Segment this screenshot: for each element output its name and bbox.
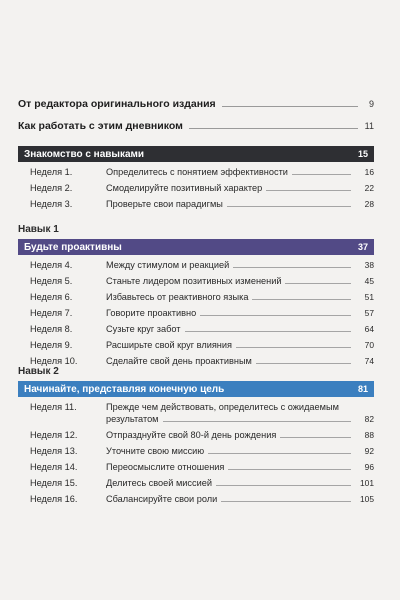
skill-label: Навык 2 — [18, 366, 59, 377]
toc-row[interactable] — [18, 445, 374, 457]
page-number: 45 — [364, 276, 374, 286]
toc-row[interactable] — [18, 307, 374, 319]
section-header-bar[interactable] — [18, 239, 374, 255]
toc-row[interactable] — [18, 259, 374, 271]
week-label: Неделя 11. — [30, 402, 77, 412]
week-title: Прежде чем действовать, определитесь с ожидаемым — [106, 402, 339, 412]
week-title: Сузьте круг забот — [106, 324, 181, 334]
week-title: Проверьте свои парадигмы — [106, 199, 223, 209]
dot-leader — [227, 206, 351, 207]
toc-row[interactable] — [18, 182, 374, 194]
toc-row[interactable] — [18, 166, 374, 178]
week-label: Неделя 14. — [30, 462, 78, 472]
week-title: Сделайте свой день проактивным — [106, 356, 252, 366]
page-number: 51 — [364, 292, 374, 302]
dot-leader — [256, 363, 351, 364]
dot-leader — [185, 331, 352, 332]
page-number: 38 — [364, 260, 374, 270]
toc-entry-editor-note[interactable] — [18, 98, 374, 120]
toc-entry-title: Как работать с этим дневником — [18, 120, 183, 132]
week-label: Неделя 16. — [30, 494, 78, 504]
dot-leader — [252, 299, 351, 300]
toc-row[interactable] — [18, 493, 374, 505]
week-title: Уточните свою миссию — [106, 446, 205, 456]
week-label: Неделя 4. — [30, 260, 73, 270]
section-skill-1 — [18, 224, 374, 367]
dot-leader — [236, 347, 351, 348]
section-title: Знакомство с навыками — [24, 148, 145, 160]
page-number: 82 — [364, 414, 374, 424]
week-label: Неделя 15. — [30, 478, 78, 488]
page-number: 57 — [364, 308, 374, 318]
dot-leader — [208, 453, 351, 454]
week-title: Делитесь своей миссией — [106, 478, 212, 488]
section-page: 15 — [357, 149, 368, 159]
page-number: 64 — [364, 324, 374, 334]
section-header-bar[interactable] — [18, 146, 374, 162]
week-label: Неделя 8. — [30, 324, 73, 334]
week-label: Неделя 10. — [30, 356, 78, 366]
week-title: Расширьте свой круг влияния — [106, 340, 232, 350]
week-title: Сбалансируйте свои роли — [106, 494, 218, 504]
page-number: 28 — [364, 199, 374, 209]
toc-row[interactable] — [18, 429, 374, 441]
section-intro — [18, 146, 374, 210]
skill-label: Навык 1 — [18, 224, 59, 235]
page-number: 92 — [364, 446, 374, 456]
dot-leader — [163, 421, 352, 422]
toc-entry-how-to-use[interactable] — [18, 120, 374, 142]
toc-row[interactable] — [18, 198, 374, 210]
toc-entry-page: 9 — [368, 99, 374, 109]
dot-leader — [266, 190, 351, 191]
dot-leader — [285, 283, 351, 284]
page-number: 16 — [364, 167, 374, 177]
week-label: Неделя 1. — [30, 167, 73, 177]
week-label: Неделя 2. — [30, 183, 73, 193]
toc-row[interactable] — [18, 461, 374, 473]
page-number: 96 — [364, 462, 374, 472]
section-header-bar[interactable] — [18, 381, 374, 397]
toc-entry-page: 11 — [364, 121, 374, 131]
toc-row[interactable] — [18, 339, 374, 351]
front-matter-entries — [18, 98, 374, 142]
page-number: 105 — [360, 494, 374, 504]
section-page: 81 — [357, 384, 368, 394]
week-label: Неделя 7. — [30, 308, 73, 318]
page-number: 70 — [364, 340, 374, 350]
week-title: Станьте лидером позитивных изменений — [106, 276, 282, 286]
week-label: Неделя 13. — [30, 446, 78, 456]
week-title-continued: результатом — [106, 414, 159, 424]
section-skill-2 — [18, 366, 374, 505]
dot-leader — [222, 106, 358, 107]
week-label: Неделя 5. — [30, 276, 73, 286]
toc-row[interactable] — [18, 323, 374, 335]
page-number: 22 — [364, 183, 374, 193]
week-title: Отпразднуйте свой 80-й день рождения — [106, 430, 277, 440]
week-title: Избавьтесь от реактивного языка — [106, 292, 249, 302]
week-label: Неделя 6. — [30, 292, 73, 302]
dot-leader — [233, 267, 351, 268]
week-label: Неделя 3. — [30, 199, 73, 209]
dot-leader — [221, 501, 351, 502]
week-title: Смоделируйте позитивный характер — [106, 183, 263, 193]
week-label: Неделя 12. — [30, 430, 78, 440]
dot-leader — [200, 315, 351, 316]
page-number: 101 — [360, 478, 374, 488]
page-number: 88 — [364, 430, 374, 440]
page-number: 74 — [364, 356, 374, 366]
toc-row[interactable] — [18, 401, 374, 425]
dot-leader — [228, 469, 351, 470]
dot-leader — [292, 174, 351, 175]
week-title: Говорите проактивно — [106, 308, 197, 318]
week-title: Переосмыслите отношения — [106, 462, 225, 472]
dot-leader — [280, 437, 351, 438]
week-title: Определитесь с понятием эффективности — [106, 167, 288, 177]
toc-row[interactable] — [18, 477, 374, 489]
week-title: Между стимулом и реакцией — [106, 260, 230, 270]
dot-leader — [216, 485, 351, 486]
section-title: Будьте проактивны — [24, 241, 122, 253]
toc-entry-title: От редактора оригинального издания — [18, 98, 216, 110]
toc-row[interactable] — [18, 291, 374, 303]
dot-leader — [189, 128, 358, 129]
toc-row[interactable] — [18, 275, 374, 287]
section-page: 37 — [357, 242, 368, 252]
week-label: Неделя 9. — [30, 340, 73, 350]
section-title: Начинайте, представляя конечную цель — [24, 383, 225, 395]
